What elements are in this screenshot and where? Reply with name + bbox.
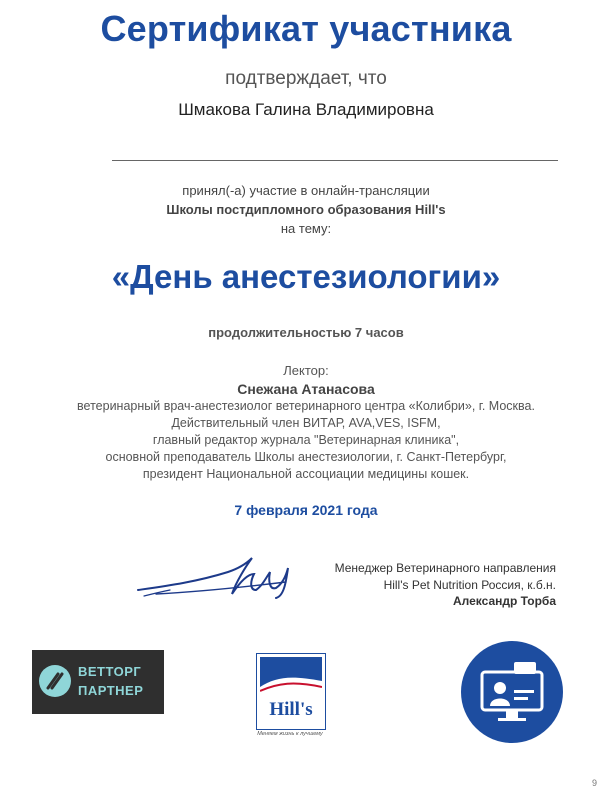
- duration-text: продолжительностью 7 часов: [208, 325, 404, 340]
- lecturer-label: Лектор:: [283, 363, 329, 378]
- confirms-text: подтверждает, что: [225, 68, 387, 89]
- hills-logo: [256, 653, 326, 730]
- participant-name: Шмакова Галина Владимировна: [178, 100, 434, 119]
- certificate-title: Сертификат участника: [100, 8, 512, 49]
- hills-emblem-icon: [260, 657, 322, 697]
- signer-title: Менеджер Ветеринарного направления: [334, 561, 556, 575]
- event-date: 7 февраля 2021 года: [234, 502, 378, 518]
- hills-wordmark: Hill's: [269, 699, 313, 720]
- vetorg-logo-text: ПАРТНЕР: [78, 683, 144, 698]
- divider-line: [112, 160, 558, 161]
- signer-company: Hill's Pet Nutrition Россия, к.б.н.: [383, 577, 556, 592]
- vetorg-logo: [32, 650, 164, 714]
- lecturer-description-line: ветеринарный врач-анестезиолог ветеринарного центра «Колибри», г. Москва.: [77, 399, 535, 413]
- vetorg-mark-icon: [38, 664, 72, 698]
- vetorg-logo-text: ВЕТТОРГ: [78, 664, 142, 679]
- signer-name: Александр Торба: [453, 594, 556, 608]
- participation-text: принял(-а) участие в онлайн-трансляции: [182, 183, 430, 198]
- school-name: Школы постдипломного образования Hill's: [166, 202, 446, 217]
- lecturer-description-line: главный редактор журнала "Ветеринарная клиника",: [152, 433, 460, 447]
- signer-block: [300, 560, 556, 612]
- online-lecture-icon: [460, 640, 564, 744]
- topic-title: «День анестезиологии»: [111, 258, 501, 295]
- page-mark: 9: [592, 778, 598, 788]
- lecturer-description-line: президент Национальной ассоциации медицины кошек.: [142, 467, 470, 481]
- hills-tagline: Меняем жизнь к лучшему: [257, 731, 323, 737]
- lecturer-description-line: основной преподаватель Школы анестезиологии, г. Санкт-Петербург,: [105, 450, 507, 464]
- signature-image: [136, 552, 300, 600]
- lecturer-description-line: Действительный член ВИТАР, AVA,VES, ISFM,: [171, 416, 441, 430]
- lecturer-name: Снежана Атанасова: [237, 381, 375, 397]
- topic-intro: на тему:: [280, 221, 332, 236]
